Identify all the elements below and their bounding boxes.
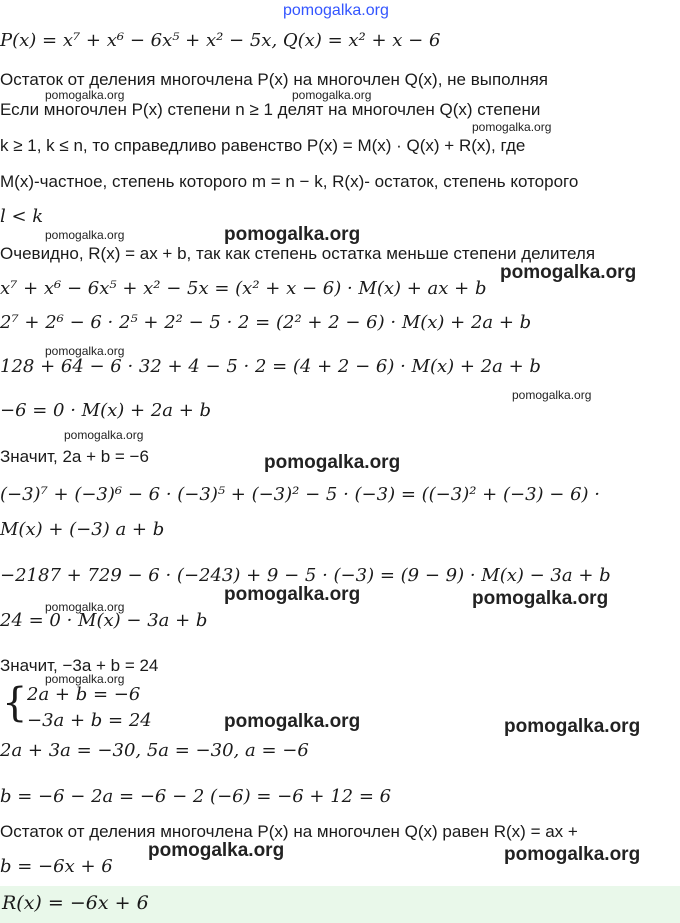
- system-brace: {: [2, 680, 28, 726]
- watermark: pomogalka.org: [64, 428, 144, 442]
- answer-text: R(x) = −6x + 6: [2, 892, 149, 914]
- theorem-line-3: M(x)-частное, степень которого m = n − k, R(x)- остаток, степень которого: [0, 172, 579, 191]
- substitute-minus3-result: 24 = 0 · M(x) − 3a + b: [0, 610, 208, 631]
- watermark: pomogalka.org: [45, 600, 125, 614]
- watermark: pomogalka.org: [224, 224, 361, 245]
- theorem-line-1: Если многочлен P(x) степени n ≥ 1 делят на многочлен Q(x) степени: [0, 100, 541, 119]
- watermark: pomogalka.org: [264, 452, 401, 473]
- substitute-minus3: (−3)⁷ + (−3)⁶ − 6 · (−3)⁵ + (−3)² − 5 · (−3) = ((−3)² + (−3) − 6) ·: [0, 484, 600, 505]
- substitute-2-computed: 128 + 64 − 6 · 32 + 4 − 5 · 2 = (4 + 2 − 6) · M(x) + 2a + b: [0, 356, 541, 377]
- watermark: pomogalka.org: [512, 388, 592, 402]
- watermark: pomogalka.org: [504, 844, 641, 865]
- theorem-line-2: k ≥ 1, k ≤ n, то справедливо равенство P(x) = M(x) · Q(x) + R(x), где: [0, 136, 526, 155]
- watermark: pomogalka.org: [45, 672, 125, 686]
- polynomials-definition: P(x) = x⁷ + x⁶ − 6x⁵ + x² − 5x, Q(x) = x² + x − 6: [0, 30, 441, 51]
- answer-box: [0, 886, 680, 923]
- equation-1: Значит, 2a + b = −6: [0, 447, 149, 466]
- watermark-top: pomogalka.org: [283, 2, 389, 19]
- watermark: pomogalka.org: [45, 344, 125, 358]
- watermark: pomogalka.org: [224, 584, 361, 605]
- substitute-2-result: −6 = 0 · M(x) + 2a + b: [0, 400, 212, 421]
- watermark: pomogalka.org: [45, 88, 125, 102]
- watermark: pomogalka.org: [504, 716, 641, 737]
- system-equation-2: −3a + b = 24: [27, 710, 152, 731]
- theorem-line-4: l < k: [0, 206, 44, 227]
- substitute-minus3-cont: M(x) + (−3) a + b: [0, 519, 165, 540]
- system-equation-1: 2a + b = −6: [27, 684, 141, 705]
- conclusion-line-1: Остаток от деления многочлена P(x) на многочлен Q(x) равен R(x) = ax +: [0, 822, 578, 841]
- watermark: pomogalka.org: [472, 588, 609, 609]
- watermark: pomogalka.org: [224, 711, 361, 732]
- watermark: pomogalka.org: [472, 120, 552, 134]
- watermark: pomogalka.org: [148, 840, 285, 861]
- substitute-minus3-computed: −2187 + 729 − 6 · (−243) + 9 − 5 · (−3) = (9 − 9) · M(x) − 3a + b: [0, 565, 611, 586]
- task-statement: Остаток от деления многочлена P(x) на многочлен Q(x), не выполняя: [0, 70, 548, 89]
- solve-b: b = −6 − 2a = −6 − 2 (−6) = −6 + 12 = 6: [0, 786, 392, 807]
- solve-a: 2a + 3a = −30, 5a = −30, a = −6: [0, 740, 309, 761]
- equation-2: Значит, −3a + b = 24: [0, 656, 159, 675]
- watermark: pomogalka.org: [500, 262, 637, 283]
- watermark: pomogalka.org: [292, 88, 372, 102]
- substitute-2: 2⁷ + 2⁶ − 6 · 2⁵ + 2² − 5 · 2 = (2² + 2 − 6) · M(x) + 2a + b: [0, 312, 532, 333]
- watermark: pomogalka.org: [45, 228, 125, 242]
- remainder-form: Очевидно, R(x) = ax + b, так как степень остатка меньше степени делителя: [0, 244, 596, 263]
- conclusion-line-2: b = −6x + 6: [0, 856, 113, 877]
- division-identity: x⁷ + x⁶ − 6x⁵ + x² − 5x = (x² + x − 6) · M(x) + ax + b: [0, 278, 487, 299]
